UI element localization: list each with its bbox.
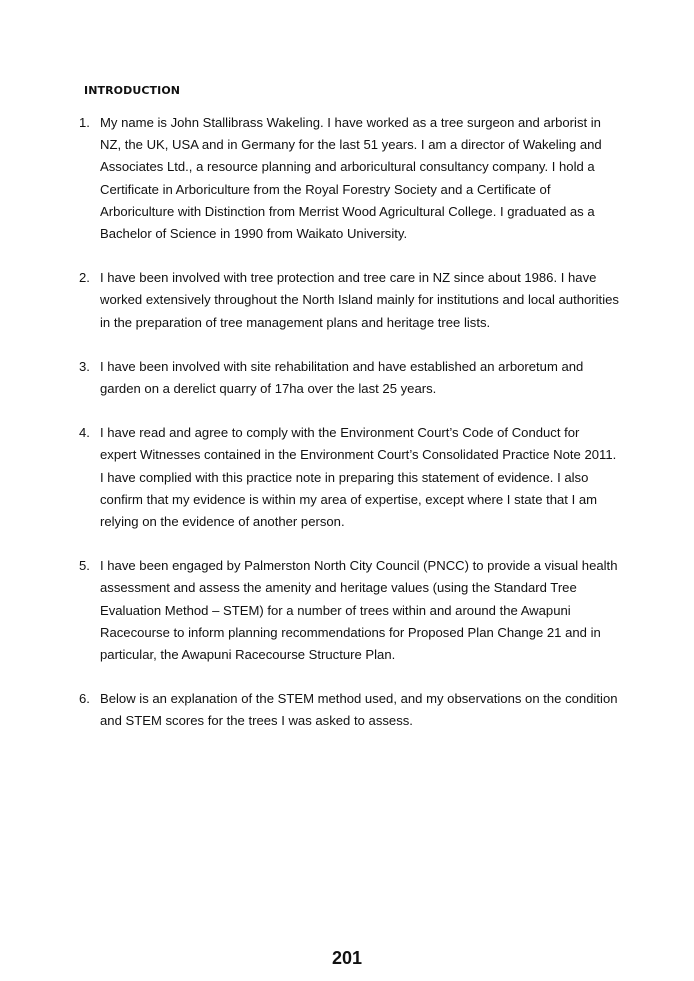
paragraph-number: 2.	[79, 270, 90, 286]
numbered-paragraph-list	[79, 112, 619, 755]
paragraph-text: I have been involved with site rehabilitation and have established an arboretum and garden on a derelict quarry of 17ha over the last 25 years.	[100, 358, 584, 397]
paragraph-text: I have been engaged by Palmerston North City Council (PNCC) to provide a visual health assessment and assess the amenity and heritage values (using the Standard Tree Evaluation Method – STEM) for a number of trees within and around the Awapuni Racecourse to inform planning recommendations for Proposed Plan Change 21 and in particular, the Awapuni Racecourse Structure Plan.	[100, 558, 618, 663]
page-number: 201	[331, 948, 363, 968]
paragraph-item	[79, 555, 619, 666]
paragraph-number: 1.	[79, 115, 90, 130]
paragraph-number: 6.	[79, 691, 90, 707]
paragraph-item	[79, 356, 619, 400]
paragraph-item	[79, 422, 619, 533]
paragraph-text: My name is John Stallibrass Wakeling. I have worked as a tree surgeon and arborist in NZ, the UK, USA and in Germany for the last 51 years. I am a director of Wakeling and Associates Ltd., a resource planning and arboricultural consultancy company. I hold a Certificate in Arboriculture from the Royal Forestry Society and a Certificate of Arboriculture with Distinction from Merrist Wood Agricultural College. I graduated as a Bachelor of Science in 1990 from Waikato University.	[100, 115, 602, 242]
paragraph-item	[79, 688, 619, 732]
paragraph-number: 3.	[79, 358, 90, 374]
paragraph-number: 5.	[79, 558, 90, 574]
paragraph-number: 4.	[79, 425, 90, 441]
section-heading: INTRODUCTION	[84, 84, 181, 97]
paragraph-item	[79, 267, 619, 334]
paragraph-text: I have been involved with tree protection and tree care in NZ since about 1986. I have worked extensively throughout the North Island mainly for institutions and local authorities in the preparation of tree management plans and heritage tree lists.	[100, 270, 619, 330]
paragraph-item	[79, 112, 619, 245]
paragraph-text: I have read and agree to comply with the Environment Court’s Code of Conduct for expert Witnesses contained in the Environment Court’s Consolidated Practice Note 2011. I have complied with this practice note in preparing this statement of evidence. I also confirm that my evidence is within my area of expertise, except where I state that I am relying on the evidence of another person.	[100, 425, 617, 530]
paragraph-text: Below is an explanation of the STEM method used, and my observations on the condition and STEM scores for the trees I was asked to assess.	[100, 691, 618, 729]
